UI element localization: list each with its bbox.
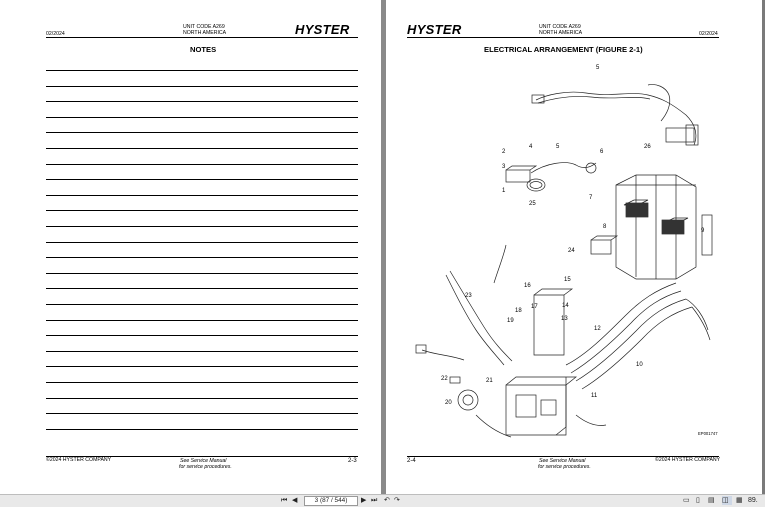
left-region: NORTH AMERICA: [183, 30, 227, 36]
viewer-toolbar: [0, 494, 765, 507]
callout-25: 25: [529, 201, 536, 207]
notes-line: [46, 382, 358, 383]
fit-page-icon[interactable]: ▭: [683, 497, 690, 504]
notes-line: [46, 132, 358, 133]
header-rule: [407, 37, 719, 38]
figure-id: EP001747: [698, 431, 718, 436]
callout-17: 17: [531, 304, 538, 310]
left-footer-note-1: See Service Manual: [180, 458, 227, 464]
callout-4: 4: [529, 144, 533, 150]
notes-line: [46, 226, 358, 227]
callout-10: 10: [636, 362, 643, 368]
callout-21: 21: [486, 378, 493, 384]
notes-line: [46, 257, 358, 258]
notes-line: [46, 117, 358, 118]
callout-2: 2: [502, 149, 506, 155]
left-page-number: 2-3: [348, 458, 357, 464]
single-page-icon[interactable]: ▯: [696, 497, 700, 504]
callout-24: 24: [568, 248, 575, 254]
callout-3: 3: [502, 164, 506, 170]
last-page-icon[interactable]: ⏭: [371, 497, 378, 504]
notes-line: [46, 210, 358, 211]
right-region: NORTH AMERICA: [539, 30, 583, 36]
page-title: ELECTRICAL ARRANGEMENT (FIGURE 2-1): [484, 45, 643, 54]
notes-line: [46, 413, 358, 414]
next-page-icon[interactable]: ▶: [361, 497, 367, 504]
right-unit-code: UNIT CODE A269: [539, 24, 581, 30]
callout-23: 23: [465, 293, 472, 299]
notes-line: [46, 351, 358, 352]
callout-9: 9: [701, 228, 705, 234]
callout-1: 1: [502, 188, 506, 194]
callout-20: 20: [445, 400, 452, 406]
two-page-icon[interactable]: ◫: [722, 496, 732, 505]
page-number-input[interactable]: 3 (87 / 544): [304, 496, 358, 506]
notes-line: [46, 148, 358, 149]
callout-19: 19: [507, 318, 514, 324]
notes-line: [46, 101, 358, 102]
callout-8: 8: [603, 224, 607, 230]
callout-15: 15: [564, 277, 571, 283]
forward-icon[interactable]: ↷: [394, 497, 400, 504]
callout-7: 7: [589, 195, 593, 201]
callout-22: 22: [441, 376, 448, 382]
left-date: 02/2024: [46, 31, 65, 37]
callout-6: 6: [600, 149, 604, 155]
left-page: [0, 0, 381, 494]
callout-26: 26: [644, 144, 651, 150]
notes-line: [46, 195, 358, 196]
notes-line: [46, 366, 358, 367]
left-footer-copyright: ©2024 HYSTER COMPANY: [46, 457, 112, 463]
right-footer-note-2: for service procedures.: [538, 464, 591, 470]
callout-13: 13: [561, 316, 568, 322]
zoom-level[interactable]: 89.: [748, 497, 758, 504]
two-page-continuous-icon[interactable]: ▦: [736, 497, 743, 504]
notes-line: [46, 86, 358, 87]
notes-line: [46, 242, 358, 243]
back-icon[interactable]: ↶: [384, 497, 390, 504]
notes-line: [46, 70, 358, 71]
callout-14: 14: [562, 303, 569, 309]
notes-line: [46, 273, 358, 274]
previous-page-icon[interactable]: ◀: [292, 497, 298, 504]
right-page: [386, 0, 762, 494]
hyster-logo: HYSTER: [295, 22, 350, 37]
page-title: NOTES: [190, 45, 217, 54]
notes-line: [46, 320, 358, 321]
left-footer-note-2: for service procedures.: [179, 464, 232, 470]
notes-line: [46, 335, 358, 336]
notes-line: [46, 179, 358, 180]
hyster-logo: HYSTER: [407, 22, 462, 37]
left-unit-code: UNIT CODE A269: [183, 24, 225, 30]
notes-line: [46, 288, 358, 289]
first-page-icon[interactable]: ⏮: [281, 497, 288, 504]
right-footer-note-1: See Service Manual: [539, 458, 586, 464]
notes-line: [46, 304, 358, 305]
callout-16: 16: [524, 283, 531, 289]
callout-12: 12: [594, 326, 601, 332]
right-footer-copyright: ©2024 HYSTER COMPANY: [655, 457, 721, 463]
right-page-number: 2-4: [407, 458, 416, 464]
callout-11: 11: [591, 393, 598, 399]
notes-line: [46, 429, 358, 430]
callout-5: 5: [556, 144, 560, 150]
callout-18: 18: [515, 308, 522, 314]
right-date: 02/2024: [699, 31, 718, 37]
continuous-icon[interactable]: ▤: [708, 497, 715, 504]
header-rule: [46, 37, 358, 38]
notes-line: [46, 398, 358, 399]
callout-5: 5: [596, 65, 600, 71]
electrical-arrangement-diagram: [386, 55, 762, 455]
notes-line: [46, 164, 358, 165]
